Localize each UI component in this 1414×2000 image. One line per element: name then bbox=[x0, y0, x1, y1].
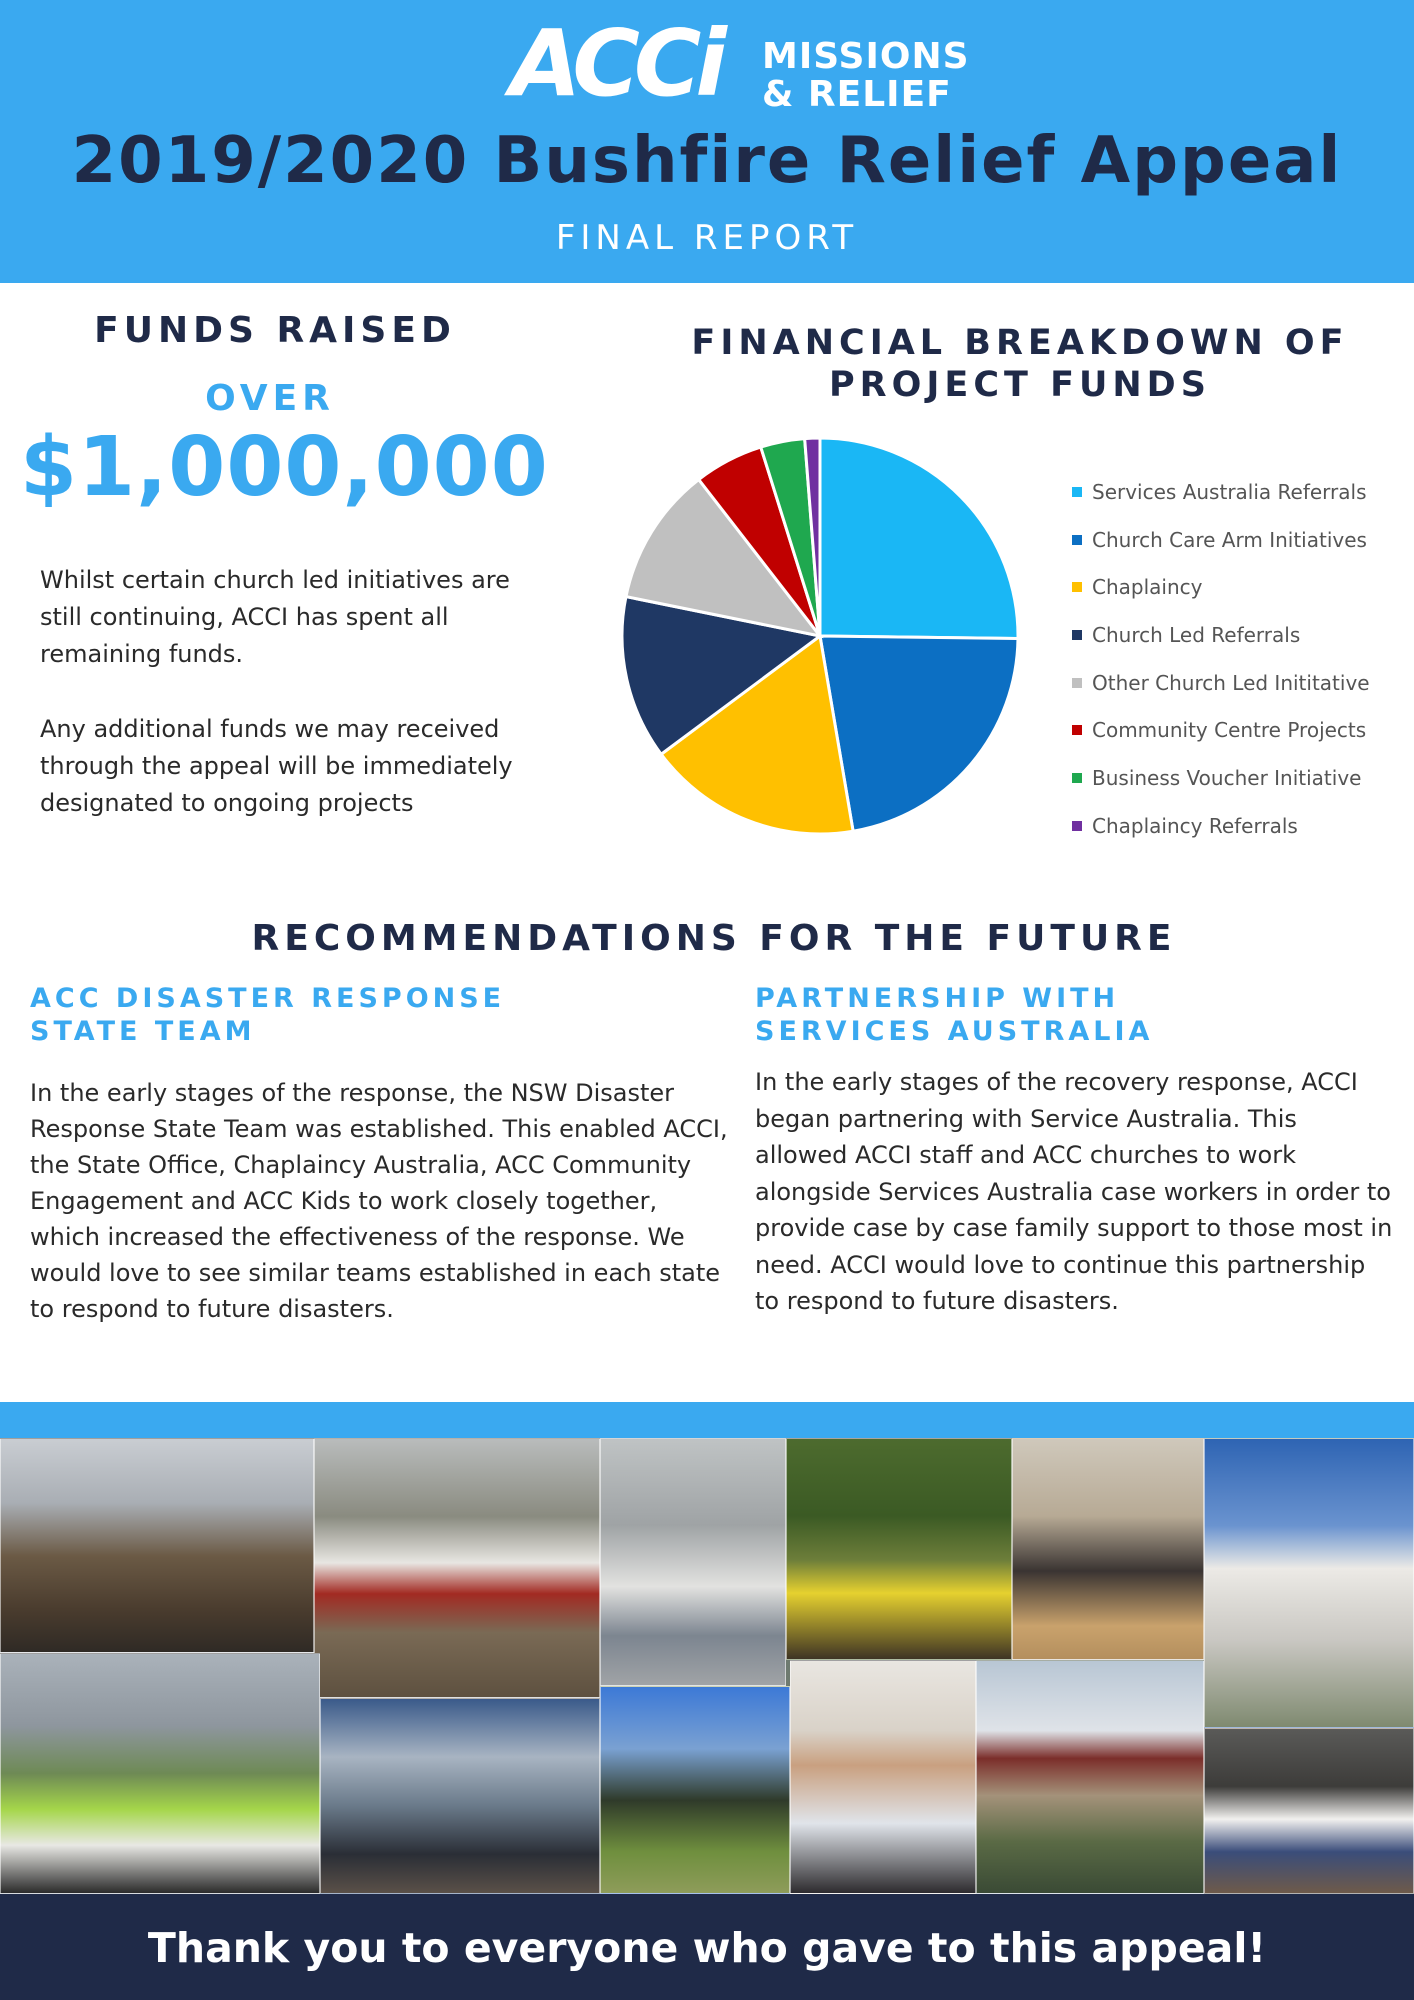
financial-heading-line1: FINANCIAL BREAKDOWN OF bbox=[691, 323, 1349, 363]
page-subtitle: FINAL REPORT bbox=[555, 218, 859, 258]
legend-swatch bbox=[1072, 487, 1082, 497]
legend-label: Other Church Led Inititative bbox=[1092, 670, 1370, 695]
photo-donation-room bbox=[1012, 1438, 1204, 1660]
photo-top-band bbox=[0, 1402, 1414, 1438]
legend-item bbox=[1072, 516, 1370, 564]
services-australia-partnership-heading bbox=[755, 982, 1375, 1048]
financial-heading-line2: PROJECT FUNDS bbox=[829, 365, 1211, 405]
photo-farmers-ute bbox=[0, 1653, 320, 1894]
legend-item bbox=[1072, 754, 1370, 802]
disaster-response-team-heading bbox=[30, 982, 630, 1048]
photo-shed-supplies bbox=[1204, 1728, 1414, 1894]
recommendations-heading: RECOMMENDATIONS FOR THE FUTURE bbox=[251, 918, 1177, 959]
legend-item bbox=[1072, 659, 1370, 707]
legend-item bbox=[1072, 706, 1370, 754]
page-title: 2019/2020 Bushfire Relief Appeal bbox=[71, 124, 1343, 198]
acci-logo bbox=[0, 8, 1414, 116]
logo-line-missions: MISSIONS bbox=[762, 36, 970, 77]
footer-banner bbox=[0, 1894, 1414, 2000]
disaster-heading-line2: STATE TEAM bbox=[30, 1016, 256, 1047]
funds-over-label: OVER bbox=[205, 378, 335, 419]
financial-breakdown-heading bbox=[680, 322, 1360, 406]
disaster-heading-line1: ACC DISASTER RESPONSE bbox=[30, 983, 506, 1014]
services-australia-partnership-text: In the early stages of the recovery response, ACCI began partnering with Service Australia. This allowed ACCI staff and ACC churches to work alongside Services Australia case workers in order to provide case by case family support to those most in need. ACCI would love to continue this partnership to respond to future disasters. bbox=[755, 1068, 1393, 1315]
header-banner bbox=[0, 0, 1414, 283]
legend-swatch bbox=[1072, 630, 1082, 640]
legend-label: Business Voucher Initiative bbox=[1092, 765, 1362, 790]
photo-hay-truck-tractor bbox=[314, 1438, 600, 1698]
legend-item bbox=[1072, 563, 1370, 611]
disaster-response-team-text: In the early stages of the response, the NSW Disaster Response State Team was established. This enabled ACCI, the State Office, Chaplaincy Australia, ACC Community Engagement and ACC Kids to work closely together, which increased the effectiveness of the response. We would love to see similar teams established in each state to respond to future disasters. bbox=[30, 1079, 728, 1323]
legend-item bbox=[1072, 802, 1370, 850]
legend-item bbox=[1072, 468, 1370, 516]
legend-label: Church Care Arm Initiatives bbox=[1092, 527, 1367, 552]
photo-man-with-card bbox=[790, 1660, 976, 1894]
logo-subtitle bbox=[762, 38, 970, 114]
legend-swatch bbox=[1072, 821, 1082, 831]
legend-label: Services Australia Referrals bbox=[1092, 479, 1367, 504]
pie-slice-church-care-arm-initiatives bbox=[820, 636, 1018, 831]
legend-item bbox=[1072, 611, 1370, 659]
photo-tree-planting bbox=[786, 1438, 1012, 1660]
legend-swatch bbox=[1072, 725, 1082, 735]
project-funds-pie-chart bbox=[620, 436, 1020, 836]
photo-building-with-banner bbox=[1204, 1438, 1414, 1728]
funds-amount: $1,000,000 bbox=[20, 420, 549, 515]
funds-paragraph-additional: Any additional funds we may received through the appeal will be immediately designated to ongoing projects bbox=[40, 715, 513, 817]
photo-men-with-supplies bbox=[600, 1438, 786, 1686]
legend-label: Church Led Referrals bbox=[1092, 622, 1301, 647]
legend-label: Chaplaincy bbox=[1092, 575, 1203, 600]
photo-volunteer-group bbox=[0, 1438, 314, 1653]
funds-paragraph-spent: Whilst certain church led initiatives are still continuing, ACCI has spent all remaining funds. bbox=[40, 566, 510, 668]
legend-swatch bbox=[1072, 535, 1082, 545]
photo-burnt-forest bbox=[600, 1686, 790, 1894]
legend-swatch bbox=[1072, 678, 1082, 688]
legend-label: Chaplaincy Referrals bbox=[1092, 813, 1298, 838]
logo-line-relief: & RELIEF bbox=[762, 74, 952, 115]
thank-you-message: Thank you to everyone who gave to this appeal! bbox=[147, 1924, 1267, 1972]
pie-slice-services-australia-referrals bbox=[820, 438, 1018, 639]
legend-swatch bbox=[1072, 773, 1082, 783]
funds-raised-heading: FUNDS RAISED bbox=[94, 310, 456, 351]
pie-chart-legend bbox=[1072, 468, 1370, 850]
legend-swatch bbox=[1072, 582, 1082, 592]
logo-acci-text: ACCi bbox=[510, 10, 721, 117]
photo-unity-church bbox=[976, 1660, 1204, 1894]
partnership-heading-line1: PARTNERSHIP WITH bbox=[755, 983, 1120, 1014]
photo-team-at-office bbox=[320, 1698, 600, 1894]
photo-collage bbox=[0, 1438, 1414, 1894]
partnership-heading-line2: SERVICES AUSTRALIA bbox=[755, 1016, 1154, 1047]
legend-label: Community Centre Projects bbox=[1092, 718, 1367, 743]
